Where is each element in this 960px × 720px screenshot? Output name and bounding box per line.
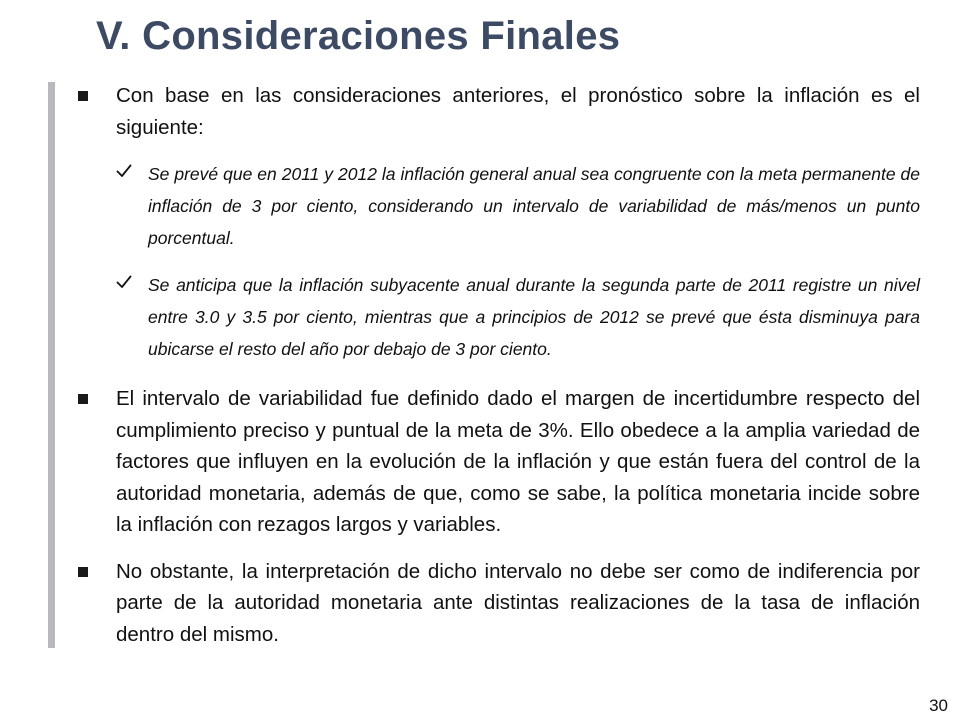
sub-item — [116, 158, 920, 254]
bullet-item — [74, 556, 920, 651]
sub-item — [116, 269, 920, 365]
square-bullet-icon — [78, 394, 88, 404]
page-number: 30 — [929, 696, 948, 715]
bullet-item — [74, 383, 920, 541]
slide-title: V. Consideraciones Finales — [96, 14, 621, 58]
bullet-text: Con base en las consideraciones anteriores, el pronóstico sobre la inflación es el siguiente: — [116, 84, 920, 139]
sub-list — [116, 158, 920, 365]
sub-item-text: Se prevé que en 2011 y 2012 la inflación general anual sea congruente con la meta permanente de inflación de 3 por ciento, considerando un intervalo de variabilidad de más/menos un punto porcentual. — [148, 164, 920, 248]
bullet-text: No obstante, la interpretación de dicho intervalo no debe ser como de indiferencia por parte de la autoridad monetaria ante distintas realizaciones de la tasa de inflación dentro del mismo. — [116, 559, 920, 646]
slide-content — [74, 80, 920, 665]
square-bullet-icon — [78, 567, 88, 577]
sub-item-text: Se anticipa que la inflación subyacente anual durante la segunda parte de 2011 registre un nivel entre 3.0 y 3.5 por ciento, mientras que a principios de 2012 se prevé que ésta disminuya para ubicarse el resto del año por debajo de 3 por ciento. — [148, 275, 920, 359]
side-accent-bar — [48, 82, 55, 648]
checkmark-icon — [116, 274, 132, 290]
bullet-item — [74, 80, 920, 143]
bullet-text: El intervalo de variabilidad fue definido dado el margen de incertidumbre respecto del cumplimiento preciso y puntual de la meta de 3%. Ello obedece a la amplia variedad de factores que influyen en la evolución de la inflación y que están fuera del control de la autoridad monetaria, además de que, como se sabe, la política monetaria incide sobre la inflación con rezagos largos y variables. — [116, 387, 920, 536]
square-bullet-icon — [78, 91, 88, 101]
checkmark-icon — [116, 163, 132, 179]
